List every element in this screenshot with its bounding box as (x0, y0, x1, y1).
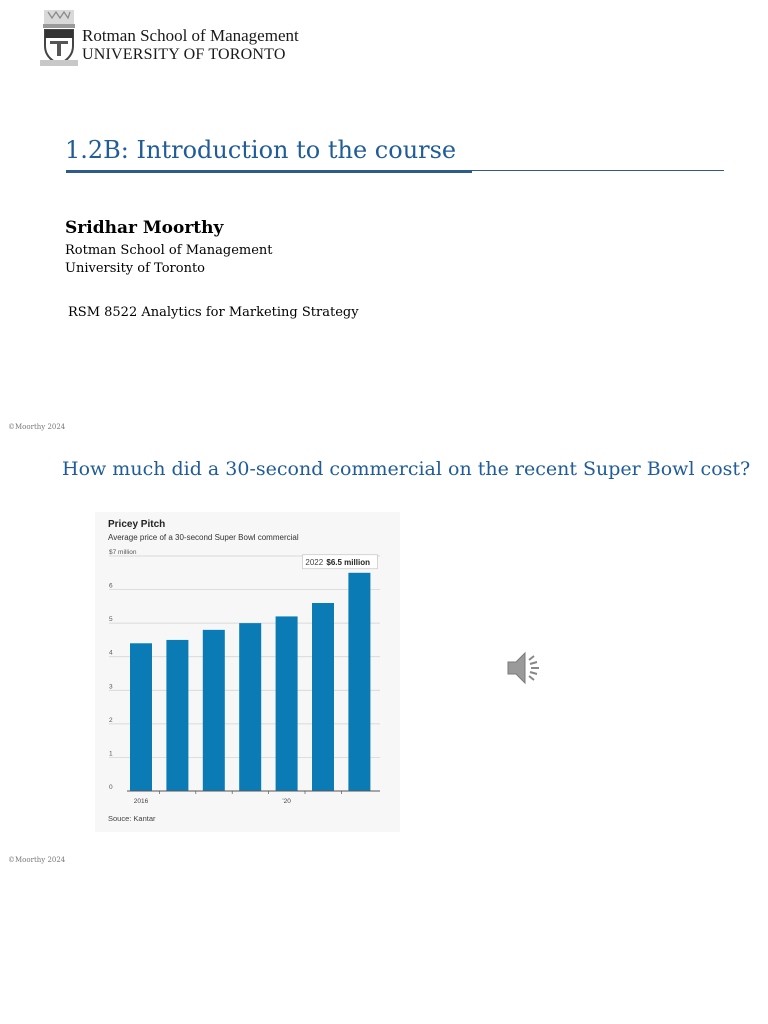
university-crest-icon (40, 10, 78, 68)
course-name: RSM 8522 Analytics for Marketing Strategy (68, 305, 359, 320)
title-underline-thick (66, 170, 472, 173)
copyright-notice: ©Moorthy 2024 (8, 856, 66, 864)
presenter-name: Sridhar Moorthy (65, 218, 224, 238)
y-tick-label: 6 (109, 582, 113, 590)
chart-subtitle: Average price of a 30-second Super Bowl commercial (108, 533, 299, 542)
bar-2016 (130, 643, 152, 791)
copyright-notice: ©Moorthy 2024 (8, 423, 66, 431)
y-tick-label: 5 (109, 616, 113, 624)
title-underline-thin (472, 170, 724, 171)
y-tick-label: 3 (109, 683, 113, 691)
y-tick-label: 1 (109, 750, 113, 758)
bar-2019 (239, 623, 261, 791)
bar-2022 (348, 573, 370, 791)
presenter-university: University of Toronto (65, 261, 205, 276)
super-bowl-ad-price-chart (95, 512, 400, 832)
y-tick-label: 2 (109, 716, 113, 724)
speaker-icon[interactable] (505, 648, 545, 688)
logo-text-line1: Rotman School of Management (82, 26, 299, 45)
logo-text-line2: UNIVERSITY OF TORONTO (82, 46, 286, 63)
slide-title: 1.2B: Introduction to the course (65, 136, 457, 164)
y-tick-label: 0 (109, 784, 113, 791)
question-title: How much did a 30-second commercial on the recent Super Bowl cost? (62, 458, 751, 480)
x-tick-label: 2016 (133, 798, 149, 805)
bar-2018 (203, 630, 225, 791)
chart-title: Pricey Pitch (108, 519, 166, 530)
bar-2021 (312, 603, 334, 791)
annotation-value: $6.5 million (326, 557, 370, 567)
bar-2020 (276, 616, 298, 791)
x-tick-label: '20 (282, 798, 291, 805)
y-tick-label: 4 (109, 649, 113, 657)
bar-2017 (166, 640, 188, 791)
annotation-year: 2022 (305, 557, 324, 567)
presenter-school: Rotman School of Management (65, 243, 273, 258)
chart-source: Souce: Kantar (108, 814, 156, 823)
rotman-logo (40, 10, 310, 72)
y-tick-label: $7 million (109, 549, 137, 556)
